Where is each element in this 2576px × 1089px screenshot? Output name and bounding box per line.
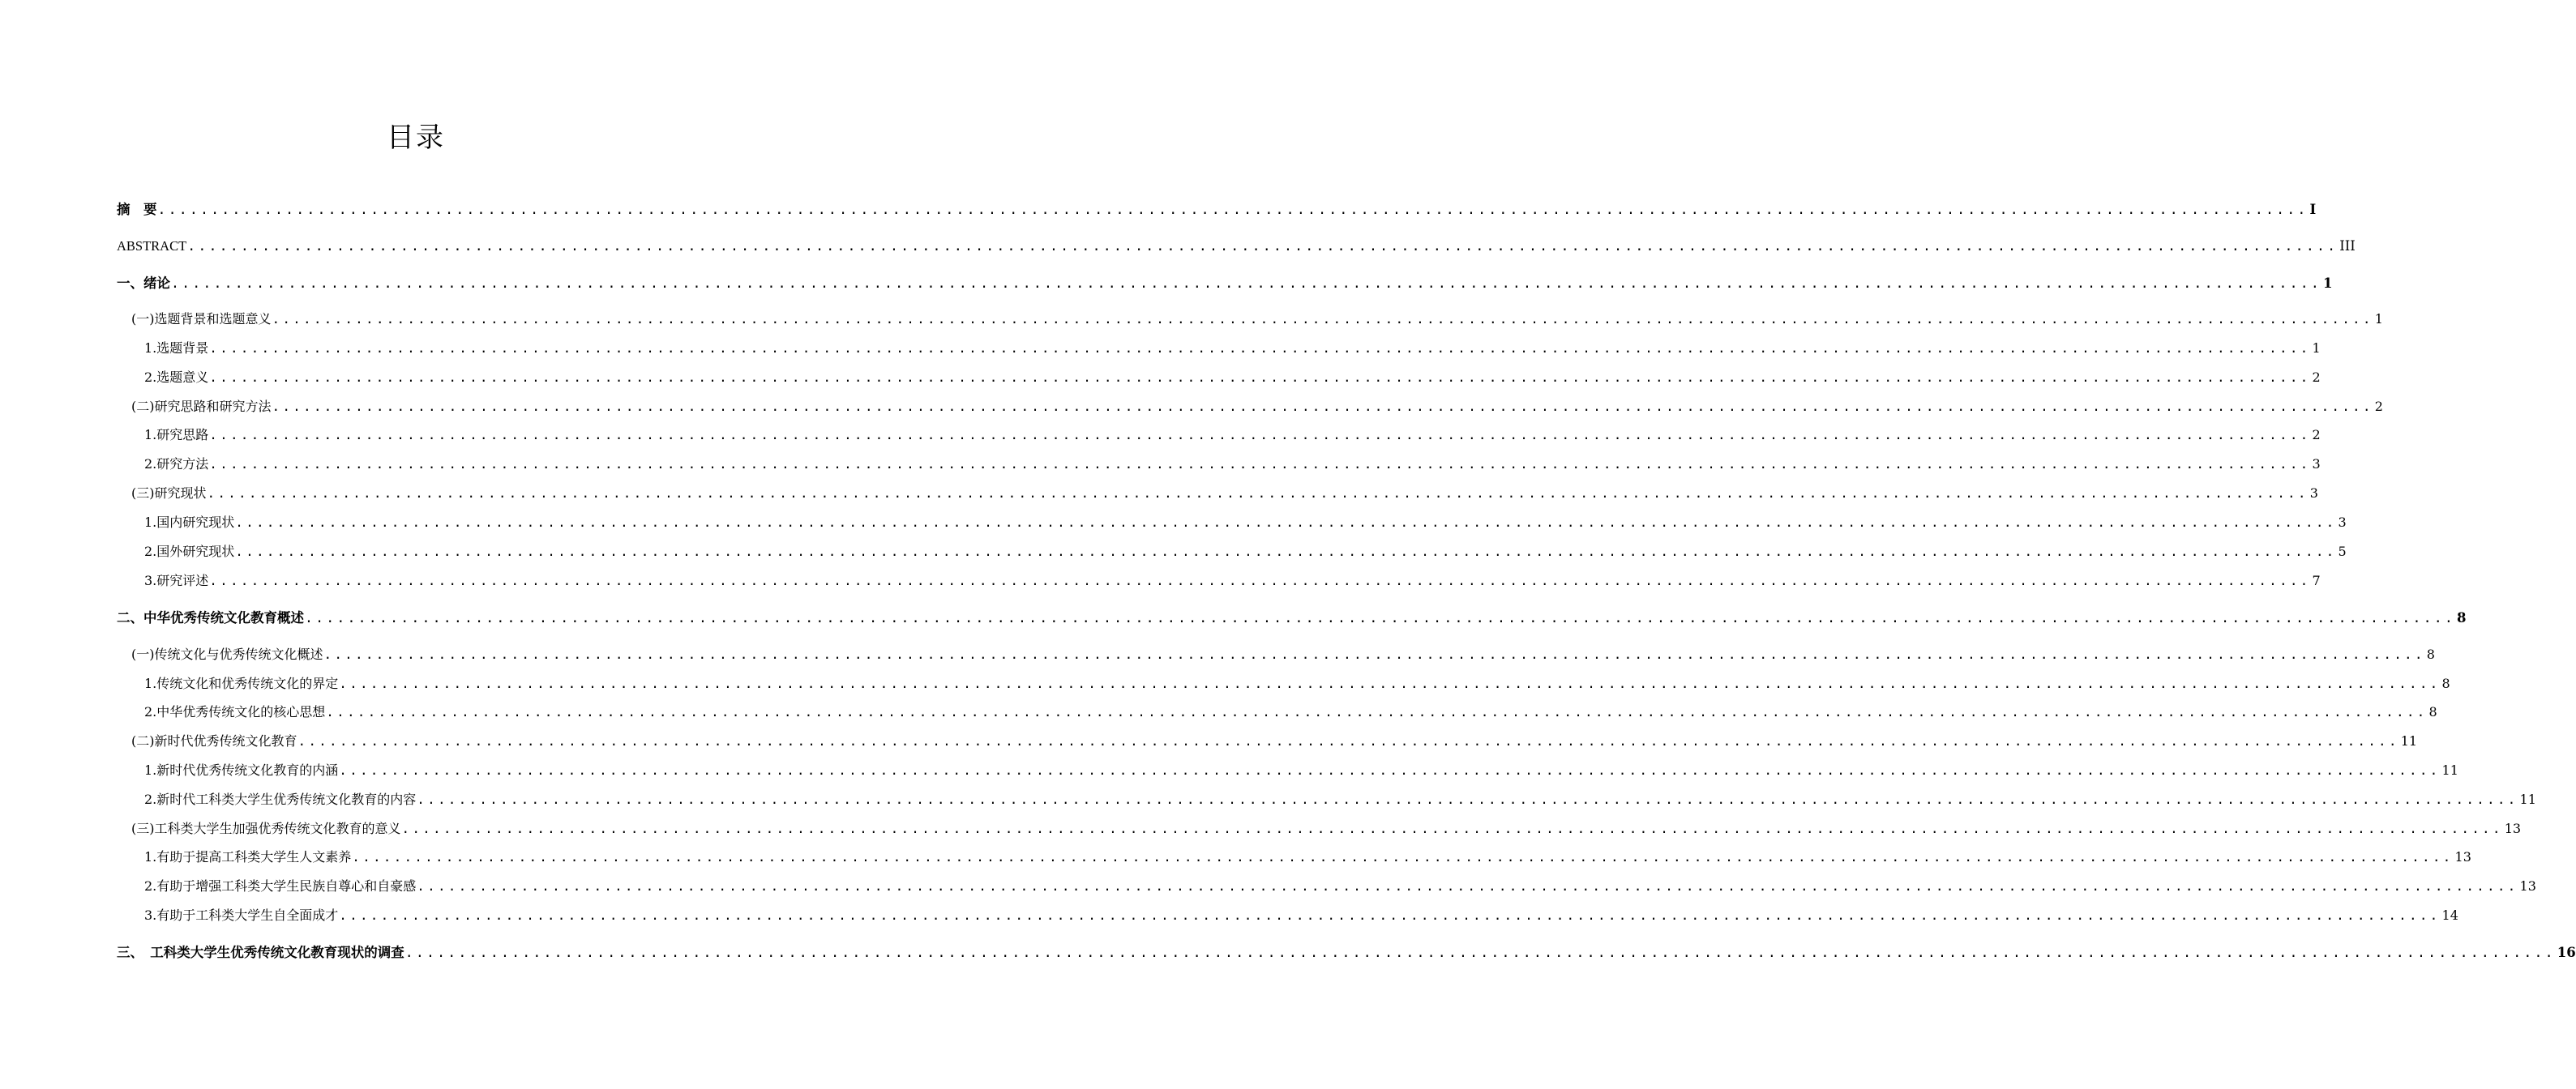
toc-entry-subsection[interactable] (144, 702, 2437, 723)
toc-entry-label: 三、 工科类大学生优秀传统文化教育现状的调查 (117, 945, 404, 960)
toc-entry-page: 13 (2519, 878, 2536, 894)
toc-entry-page: 3 (2338, 515, 2347, 530)
toc-entry-subsection[interactable] (144, 760, 2458, 781)
toc-entry-page: 8 (2428, 704, 2437, 720)
toc-entry-chapter-3[interactable] (117, 942, 2576, 963)
toc-dot-leader: .......................................................................................................................................................................................................... (417, 878, 2518, 894)
toc-entry-subsection[interactable] (144, 425, 2321, 446)
toc-entry-page: 1 (2323, 275, 2333, 291)
toc-dot-leader: .......................................................................................................................................................................................................... (323, 647, 2425, 662)
toc-dot-leader: .......................................................................................................................................................................................................... (272, 311, 2373, 327)
toc-entry-page: I (2309, 202, 2317, 217)
toc-entry-label: 二、中华优秀传统文化教育概述 (117, 610, 304, 626)
toc-entry-chapter-2[interactable] (117, 608, 2467, 629)
toc-entry-label: (二)新时代优秀传统文化教育 (131, 733, 297, 749)
toc-entry-label: 1.国内研究现状 (144, 515, 235, 530)
toc-entry-section[interactable] (131, 309, 2383, 330)
toc-entry-chapter-1[interactable] (117, 273, 2333, 294)
toc-entry-label: 1.传统文化和优秀传统文化的界定 (144, 676, 339, 691)
toc-entry-label: (一)选题背景和选题意义 (131, 311, 272, 327)
toc-entry-subsection[interactable] (144, 876, 2536, 897)
toc-entry-label: 2.有助于增强工科类大学生民族自尊心和自豪感 (144, 878, 417, 894)
toc-entry-section[interactable] (131, 483, 2318, 504)
toc-dot-leader: .......................................................................................................................................................................................................... (339, 762, 2441, 778)
toc-entry-label: 1.选题背景 (144, 340, 209, 356)
toc-entry-page: 11 (2400, 733, 2418, 749)
toc-entry-page: 2 (2374, 399, 2383, 414)
toc-entry-label: 摘 要 (117, 202, 157, 217)
toc-entry-page: 1 (2374, 311, 2383, 327)
toc-entry-label: 2.选题意义 (144, 369, 209, 385)
toc-entry-page: 11 (2519, 792, 2536, 807)
toc-dot-leader: .......................................................................................................................................................................................................... (187, 238, 2339, 254)
toc-entry-page: 1 (2312, 340, 2321, 356)
toc-entry-label: (三)研究现状 (131, 485, 207, 501)
toc-dot-leader: .......................................................................................................................................................................................................... (207, 485, 2309, 501)
toc-entry-label: (二)研究思路和研究方法 (131, 399, 272, 414)
toc-entry-page: 5 (2338, 544, 2347, 559)
toc-dot-leader: .......................................................................................................................................................................................................... (235, 544, 2337, 559)
toc-entry-page: 11 (2441, 762, 2458, 778)
toc-entry-section[interactable] (131, 731, 2418, 752)
toc-entry-label: 3.有助于工科类大学生自全面成才 (144, 908, 339, 923)
toc-entry-label: ABSTRACT (117, 238, 187, 254)
toc-entry-abstract-cn[interactable] (117, 199, 2317, 220)
toc-entry-page: 7 (2312, 573, 2321, 588)
toc-dot-leader: .......................................................................................................................................................................................................... (157, 202, 2309, 217)
toc-entry-page: 8 (2457, 610, 2467, 626)
toc-entry-label: (一)传统文化与优秀传统文化概述 (131, 647, 323, 662)
toc-entry-page: III (2339, 238, 2356, 254)
toc-entry-label: 一、绪论 (117, 275, 170, 291)
toc-dot-leader: .......................................................................................................................................................................................................... (339, 908, 2441, 923)
toc-entry-page: 2 (2312, 369, 2321, 385)
toc-entry-label: 2.中华优秀传统文化的核心思想 (144, 704, 326, 720)
toc-dot-leader: .......................................................................................................................................................................................................... (209, 369, 2311, 385)
toc-entry-subsection[interactable] (144, 367, 2321, 388)
toc-dot-leader: .......................................................................................................................................................................................................... (339, 676, 2441, 691)
toc-entry-subsection[interactable] (144, 570, 2321, 591)
toc-title: 目录 (387, 122, 445, 154)
toc-entry-label: 1.新时代优秀传统文化教育的内涵 (144, 762, 339, 778)
toc-entry-page: 3 (2309, 485, 2318, 501)
toc-entry-subsection[interactable] (144, 454, 2321, 475)
toc-entry-label: 2.新时代工科类大学生优秀传统文化教育的内容 (144, 792, 417, 807)
toc-entry-abstract-en[interactable] (117, 236, 2356, 257)
toc-entry-page: 8 (2426, 647, 2435, 662)
toc-entry-section[interactable] (131, 396, 2383, 417)
toc-dot-leader: .......................................................................................................................................................................................................... (326, 704, 2428, 720)
toc-entry-page: 13 (2454, 849, 2471, 865)
toc-entry-subsection[interactable] (144, 673, 2450, 694)
toc-entry-page: 16 (2557, 945, 2576, 960)
toc-entry-label: 1.研究思路 (144, 427, 209, 442)
toc-dot-leader: .......................................................................................................................................................................................................... (417, 792, 2518, 807)
toc-dot-leader: .......................................................................................................................................................................................................... (209, 573, 2311, 588)
toc-entry-page: 3 (2312, 456, 2321, 472)
toc-entry-subsection[interactable] (144, 338, 2321, 359)
toc-dot-leader: .......................................................................................................................................................................................................... (272, 399, 2373, 414)
toc-dot-leader: .......................................................................................................................................................................................................... (401, 821, 2503, 836)
toc-entry-label: 2.国外研究现状 (144, 544, 235, 559)
toc-entry-page: 14 (2441, 908, 2458, 923)
toc-dot-leader: .......................................................................................................................................................................................................... (297, 733, 2399, 749)
toc-entry-subsection[interactable] (144, 847, 2471, 868)
toc-dot-leader: .......................................................................................................................................................................................................... (235, 515, 2337, 530)
toc-entry-subsection[interactable] (144, 789, 2536, 810)
toc-entry-subsection[interactable] (144, 512, 2347, 533)
toc-entry-label: 1.有助于提高工科类大学生人文素养 (144, 849, 352, 865)
toc-dot-leader: .......................................................................................................................................................................................................... (404, 945, 2556, 960)
toc-entry-page: 8 (2441, 676, 2450, 691)
toc-entry-subsection[interactable] (144, 905, 2458, 926)
toc-dot-leader: .......................................................................................................................................................................................................... (209, 456, 2311, 472)
toc-dot-leader: .......................................................................................................................................................................................................... (209, 427, 2311, 442)
toc-entry-label: 2.研究方法 (144, 456, 209, 472)
toc-entry-section[interactable] (131, 644, 2435, 665)
toc-entry-label: (三)工科类大学生加强优秀传统文化教育的意义 (131, 821, 401, 836)
toc-entry-label: 3.研究评述 (144, 573, 209, 588)
toc-dot-leader: .......................................................................................................................................................................................................... (352, 849, 2454, 865)
toc-entry-page: 13 (2504, 821, 2522, 836)
toc-dot-leader: .......................................................................................................................................................................................................... (305, 610, 2456, 626)
toc-dot-leader: .......................................................................................................................................................................................................... (209, 340, 2311, 356)
toc-entry-page: 2 (2312, 427, 2321, 442)
toc-dot-leader: .......................................................................................................................................................................................................... (171, 275, 2322, 291)
toc-entry-subsection[interactable] (144, 541, 2347, 562)
toc-entry-section[interactable] (131, 818, 2522, 839)
